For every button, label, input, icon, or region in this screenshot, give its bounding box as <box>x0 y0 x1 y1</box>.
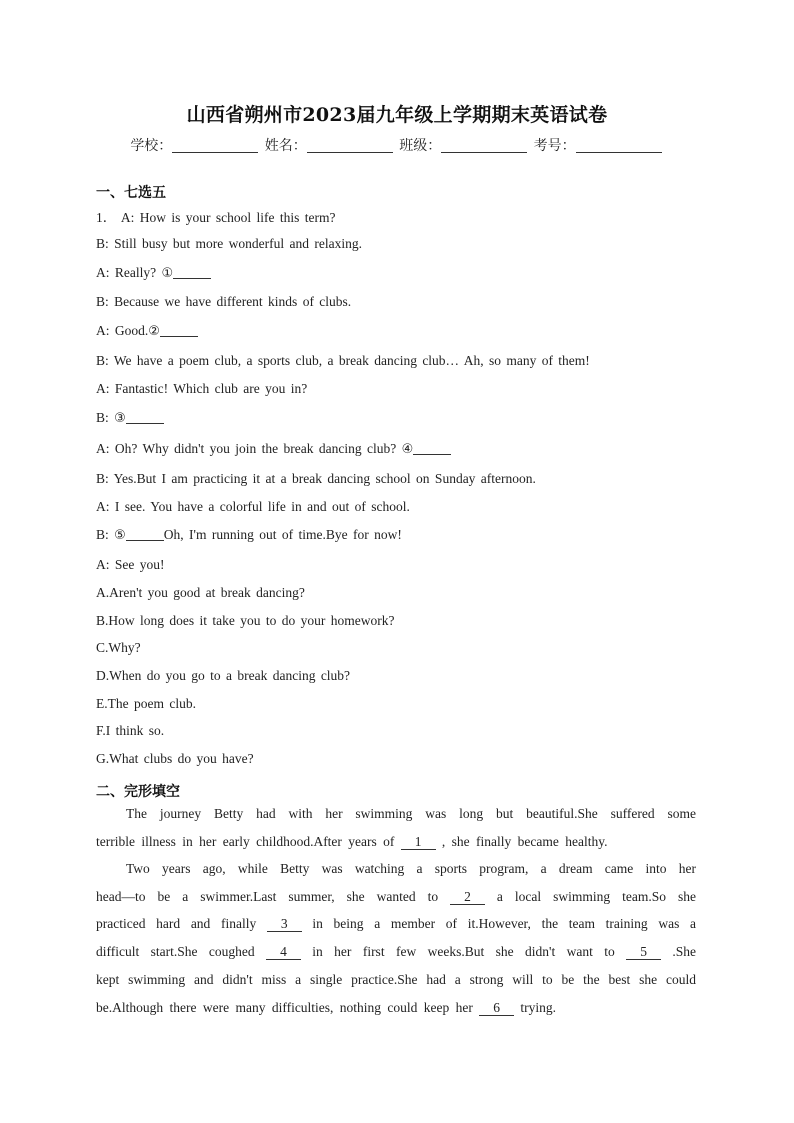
paragraph-line <box>96 994 696 1022</box>
paragraph-text: Two years ago, while Betty was watching a sports program, a dream came into her <box>126 861 696 876</box>
dialogue-line <box>96 527 402 543</box>
cloze-paragraph-2 <box>96 855 696 1021</box>
dialogue-line: B: Because we have different kinds of clubs. <box>96 294 352 309</box>
answer-blank[interactable] <box>126 410 164 424</box>
option-item: B.How long does it take you to do your homework? <box>96 613 395 628</box>
dialogue-line: B: Still busy but more wonderful and relaxing. <box>96 236 362 251</box>
dialogue-line: A: See you! <box>96 557 165 572</box>
cloze-blank-6[interactable]: 6 <box>479 1000 514 1016</box>
page-title: 山西省朔州市2023届九年级上学期期末英语试卷 <box>186 104 608 126</box>
blank-marker: ④ <box>401 442 414 457</box>
dialogue-text: Oh, I'm running out of time.Bye for now! <box>163 527 402 542</box>
name-label: 姓名： <box>264 138 307 154</box>
cloze-blank-4[interactable]: 4 <box>266 944 301 960</box>
blank-marker: ① <box>161 266 174 281</box>
name-blank[interactable] <box>307 137 393 153</box>
option-item: A.Aren't you good at break dancing? <box>96 585 305 600</box>
paragraph-line <box>96 828 696 856</box>
dialogue-line: 1． A: How is your school life this term? <box>96 210 336 225</box>
blank-marker: ③ <box>114 411 126 426</box>
paragraph-text: head—to be a swimmer.Last summer, she wanted to <box>96 888 451 904</box>
paragraph-line <box>96 855 696 883</box>
paragraph-text: The journey Betty had with her swimming was long but beautiful.She suffered some <box>126 806 696 821</box>
paragraph-text: be.Although there were many difficulties, nothing could keep her <box>96 999 480 1015</box>
dialogue-line: B: Yes.But I am practicing it at a break dancing school on Sunday afternoon. <box>96 471 536 486</box>
cloze-blank-3[interactable]: 3 <box>267 916 302 932</box>
option-item: E.The poem club. <box>96 696 196 711</box>
paragraph-line <box>96 883 696 911</box>
answer-blank[interactable] <box>413 441 451 455</box>
blank-marker: ⑤ <box>114 528 126 543</box>
dialogue-line <box>96 441 451 457</box>
school-blank[interactable] <box>172 137 258 153</box>
paragraph-text: terrible illness in her early childhood.After years of <box>96 833 401 849</box>
cloze-blank-1[interactable]: 1 <box>401 834 436 850</box>
paragraph-text: practiced hard and finally <box>96 916 267 932</box>
dialogue-line <box>96 323 198 339</box>
paragraph-text: .She <box>660 944 697 960</box>
paragraph-line <box>96 800 696 828</box>
paragraph-text: trying. <box>514 999 557 1015</box>
paragraph-line <box>96 910 696 938</box>
exam-number-blank[interactable] <box>576 137 662 153</box>
exam-number-label: 考号： <box>533 138 576 154</box>
option-item: G.What clubs do you have? <box>96 751 254 766</box>
answer-blank[interactable] <box>160 323 198 337</box>
student-info-line <box>0 135 794 155</box>
section-heading-2: 二、完形填空 <box>96 784 180 800</box>
class-label: 班级： <box>399 138 442 154</box>
cloze-paragraph-1 <box>96 800 696 855</box>
cloze-blank-5[interactable]: 5 <box>626 944 661 960</box>
dialogue-text: A: Good. <box>96 323 149 338</box>
class-blank[interactable] <box>441 137 527 153</box>
paragraph-text: in her first few weeks.But she didn't want to <box>300 944 627 960</box>
paragraph-text: kept swimming and didn't miss a single practice.She had a strong will to be the best she could <box>96 971 696 987</box>
paragraph-text: , she finally became healthy. <box>435 833 608 849</box>
answer-blank[interactable] <box>126 527 164 541</box>
paragraph-text: in being a member of it.However, the team training was a <box>301 916 696 932</box>
dialogue-line: A: Fantastic! Which club are you in? <box>96 381 308 396</box>
option-item: F.I think so. <box>96 723 165 738</box>
dialogue-line <box>96 410 164 426</box>
option-item: C.Why? <box>96 640 141 655</box>
paragraph-line <box>96 966 696 994</box>
cloze-blank-2[interactable]: 2 <box>450 889 485 905</box>
dialogue-text: A: Oh? Why didn't you join the break dancing club? <box>96 441 402 456</box>
school-label: 学校： <box>130 138 173 154</box>
dialogue-line: B: We have a poem club, a sports club, a break dancing club… Ah, so many of them! <box>96 353 590 368</box>
paragraph-text: a local swimming team.So she <box>484 888 696 904</box>
dialogue-text: B: <box>96 527 115 542</box>
paragraph-text: difficult start.She coughed <box>96 944 267 960</box>
dialogue-text: A: Really? <box>96 265 162 280</box>
answer-blank[interactable] <box>173 265 211 279</box>
dialogue-line <box>96 265 211 281</box>
dialogue-line: A: I see. You have a colorful life in and out of school. <box>96 499 410 514</box>
section-heading-1: 一、七选五 <box>96 185 166 201</box>
option-item: D.When do you go to a break dancing club? <box>96 668 351 683</box>
blank-marker: ② <box>148 324 160 339</box>
dialogue-text: B: <box>96 410 115 425</box>
paragraph-line <box>96 938 696 966</box>
